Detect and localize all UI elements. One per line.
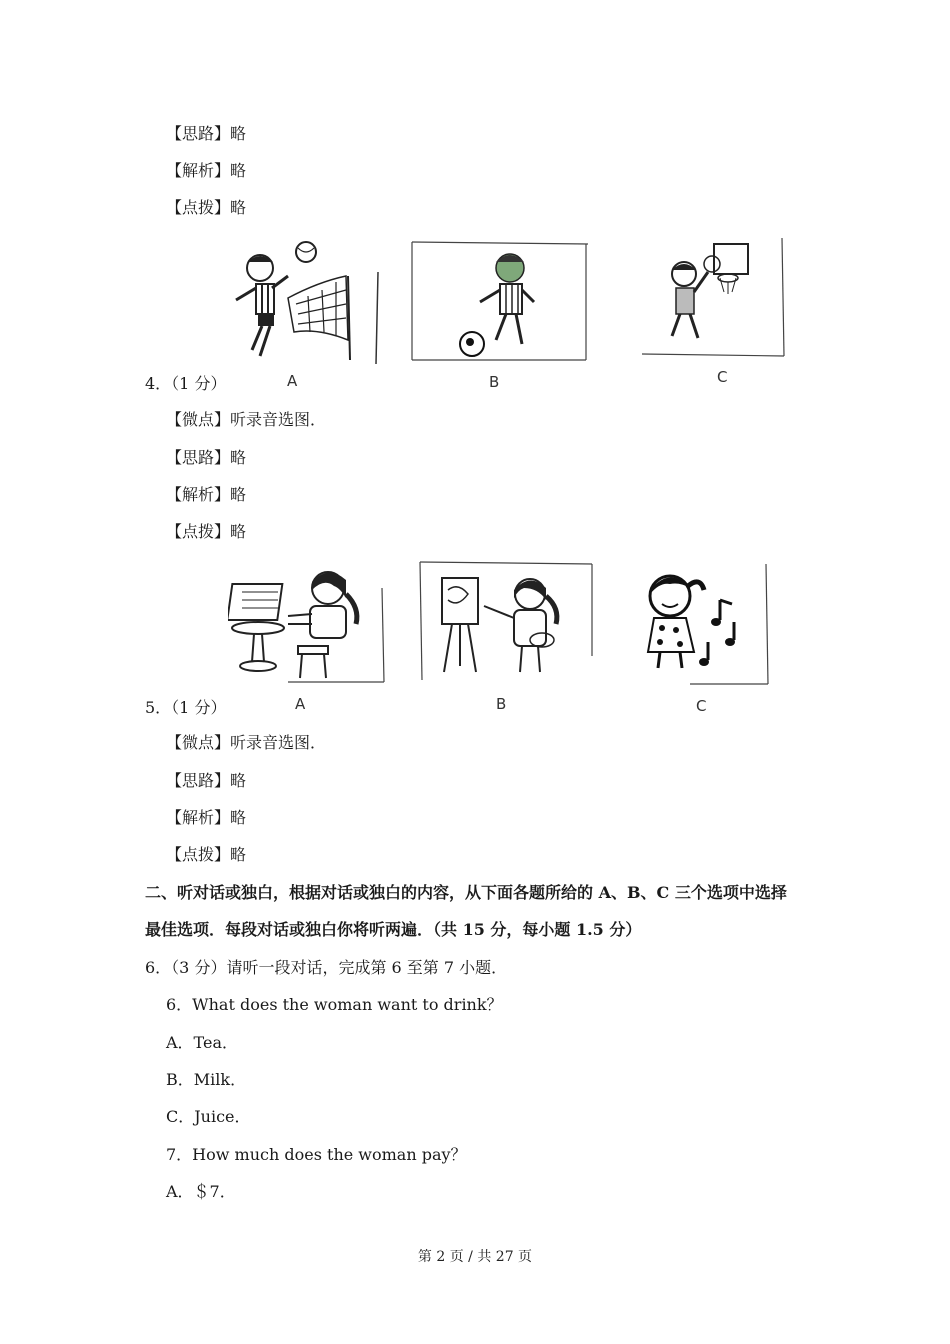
volleyball-picture xyxy=(218,232,384,368)
q4-jiexi: 【解析】略 xyxy=(166,485,247,504)
q5-jiexi: 【解析】略 xyxy=(166,808,247,827)
q6-intro: 6．（3 分）请听一段对话，完成第 6 至第 7 小题． xyxy=(145,958,508,977)
q3-dianbo: 【点拨】略 xyxy=(166,198,247,217)
q5-dianbo: 【点拨】略 xyxy=(166,845,247,864)
q5-option-a: A xyxy=(295,695,306,713)
painting-girl-picture xyxy=(418,560,594,684)
q4-option-c: C xyxy=(717,368,728,386)
section2-heading-line2: 最佳选项．每段对话或独白你将听两遍．（共 15 分，每小题 1.5 分） xyxy=(145,920,642,939)
q4-weidian: 【微点】听录音选图． xyxy=(166,410,327,429)
page-footer: 第 2 页 / 共 27 页 xyxy=(417,1249,533,1265)
section2-heading-line1: 二、听对话或独白，根据对话或独白的内容，从下面各题所给的 A、B、C 三个选项中选择 xyxy=(145,883,787,902)
q6-option-b: B．Milk． xyxy=(166,1070,247,1089)
q5-option-c: C xyxy=(696,697,707,715)
q7-question: 7．How much does the woman pay？ xyxy=(166,1145,467,1164)
q5-number: 5．（1 分） xyxy=(145,698,227,717)
q6-option-c: C．Juice． xyxy=(166,1107,251,1126)
q4-option-b: B xyxy=(489,373,500,391)
q6-question: 6．What does the woman want to drink？ xyxy=(166,995,503,1014)
singing-girl-picture xyxy=(630,560,772,688)
q5-silu: 【思路】略 xyxy=(166,771,247,790)
q3-jiexi: 【解析】略 xyxy=(166,161,247,180)
q4-silu: 【思路】略 xyxy=(166,448,247,467)
computer-girl-picture xyxy=(228,558,388,686)
q5-weidian: 【微点】听录音选图． xyxy=(166,733,327,752)
q3-silu: 【思路】略 xyxy=(166,124,247,143)
q6-option-a: A．Tea． xyxy=(166,1033,238,1052)
q4-dianbo: 【点拨】略 xyxy=(166,522,247,541)
q7-option-a: A．＄7． xyxy=(166,1182,236,1201)
q4-number: 4．（1 分） xyxy=(145,374,227,393)
q4-option-a: A xyxy=(287,372,298,390)
basketball-picture xyxy=(640,236,786,358)
q5-option-b: B xyxy=(496,695,507,713)
soccer-picture xyxy=(410,240,590,364)
